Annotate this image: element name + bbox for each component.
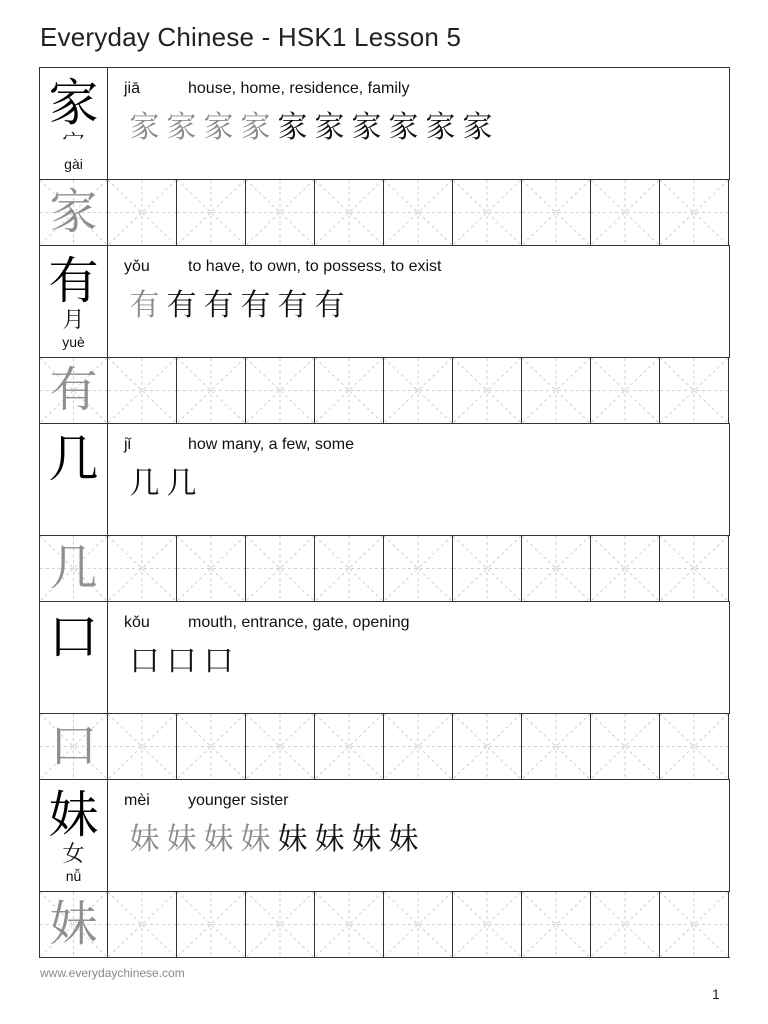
practice-cell[interactable] <box>108 180 177 245</box>
guide-lines-icon <box>591 892 659 957</box>
practice-row <box>40 180 730 246</box>
stroke-step: 家 <box>166 110 197 145</box>
main-character-cell <box>40 246 108 357</box>
character-info-cell <box>108 68 730 179</box>
guide-lines-icon <box>246 536 314 601</box>
main-character: 家 <box>48 74 99 132</box>
stroke-step: 家 <box>129 110 160 145</box>
practice-cell[interactable] <box>522 536 591 601</box>
guide-lines-icon <box>108 536 176 601</box>
guide-lines-icon <box>177 358 245 423</box>
radical-pinyin: gài <box>64 156 83 172</box>
practice-cell[interactable] <box>177 714 246 779</box>
stroke-step: 妹 <box>240 822 271 857</box>
character-info-cell <box>108 246 730 357</box>
radical-pinyin: yuè <box>62 334 85 350</box>
guide-lines-icon <box>108 180 176 245</box>
stroke-step: 妹 <box>388 822 419 857</box>
stroke-step: 妹 <box>166 822 197 857</box>
stroke-step: 有 <box>277 288 308 323</box>
practice-cell[interactable] <box>591 180 660 245</box>
guide-lines-icon <box>177 180 245 245</box>
meaning: younger sister <box>188 792 289 809</box>
practice-cell[interactable] <box>108 892 177 957</box>
stroke-step: 家 <box>314 110 345 145</box>
pinyin: kǒu <box>124 614 150 631</box>
main-character: 妹 <box>48 786 99 844</box>
practice-row <box>40 714 730 780</box>
practice-cell[interactable] <box>246 180 315 245</box>
stroke-step: 几 <box>129 466 160 501</box>
practice-cell[interactable] <box>315 536 384 601</box>
practice-cell[interactable] <box>591 536 660 601</box>
practice-cell[interactable] <box>315 358 384 423</box>
guide-lines-icon <box>522 536 590 601</box>
guide-lines-icon <box>315 358 383 423</box>
stroke-step: 有 <box>129 288 160 323</box>
guide-lines-icon <box>453 714 521 779</box>
character-entry <box>40 246 730 358</box>
practice-cell[interactable] <box>384 180 453 245</box>
practice-cell[interactable] <box>660 892 729 957</box>
stroke-step: 妹 <box>277 822 308 857</box>
main-character-cell <box>40 424 108 535</box>
guide-lines-icon <box>177 714 245 779</box>
guide-lines-icon <box>315 714 383 779</box>
practice-cell[interactable] <box>384 536 453 601</box>
meaning: mouth, entrance, gate, opening <box>188 614 410 631</box>
main-character-cell <box>40 68 108 179</box>
stroke-step: 妹 <box>203 822 234 857</box>
practice-row <box>40 536 730 602</box>
practice-cell[interactable] <box>453 180 522 245</box>
radical-character: 月 <box>62 308 85 333</box>
stroke-step: 口 <box>203 644 234 679</box>
stroke-step: 家 <box>277 110 308 145</box>
guide-lines-icon <box>384 892 452 957</box>
character-entry <box>40 602 730 714</box>
stroke-step: 家 <box>388 110 419 145</box>
stroke-order-sequence <box>126 644 237 680</box>
guide-lines-icon <box>660 536 728 601</box>
stroke-step: 家 <box>462 110 493 145</box>
meaning: how many, a few, some <box>188 436 354 453</box>
main-character: 有 <box>48 252 99 310</box>
stroke-step: 家 <box>240 110 271 145</box>
guide-lines-icon <box>522 180 590 245</box>
main-character-cell <box>40 780 108 891</box>
practice-cell[interactable] <box>315 714 384 779</box>
pinyin: jiā <box>124 80 141 97</box>
trace-character: 有 <box>49 362 98 418</box>
guide-lines-icon <box>660 180 728 245</box>
trace-character: 口 <box>49 718 98 774</box>
practice-cell[interactable] <box>591 358 660 423</box>
stroke-step: 家 <box>203 110 234 145</box>
practice-cell[interactable] <box>177 358 246 423</box>
guide-lines-icon <box>453 892 521 957</box>
main-character: 口 <box>48 608 99 666</box>
practice-row <box>40 358 730 424</box>
trace-cell <box>40 180 108 245</box>
guide-lines-icon <box>384 180 452 245</box>
stroke-step: 有 <box>240 288 271 323</box>
practice-cell[interactable] <box>177 180 246 245</box>
practice-cell[interactable] <box>522 358 591 423</box>
guide-lines-icon <box>108 892 176 957</box>
guide-lines-icon <box>177 536 245 601</box>
practice-cell[interactable] <box>246 892 315 957</box>
practice-cell[interactable] <box>315 180 384 245</box>
character-info-cell <box>108 602 730 713</box>
guide-lines-icon <box>660 358 728 423</box>
guide-lines-icon <box>246 892 314 957</box>
character-entry <box>40 68 730 180</box>
practice-cell[interactable] <box>246 536 315 601</box>
stroke-step: 家 <box>425 110 456 145</box>
practice-cell[interactable] <box>453 892 522 957</box>
main-character: 几 <box>48 430 99 488</box>
stroke-order-sequence <box>126 110 496 146</box>
practice-cell[interactable] <box>453 714 522 779</box>
character-info-cell <box>108 424 730 535</box>
stroke-step: 口 <box>129 644 160 679</box>
practice-cell[interactable] <box>591 892 660 957</box>
practice-cell[interactable] <box>108 714 177 779</box>
guide-lines-icon <box>315 180 383 245</box>
stroke-step: 有 <box>166 288 197 323</box>
stroke-step: 有 <box>203 288 234 323</box>
guide-lines-icon <box>591 358 659 423</box>
radical-character: 宀 <box>62 130 85 155</box>
character-info-cell <box>108 780 730 891</box>
guide-lines-icon <box>522 892 590 957</box>
stroke-step: 妹 <box>314 822 345 857</box>
practice-cell[interactable] <box>660 714 729 779</box>
guide-lines-icon <box>384 714 452 779</box>
trace-cell <box>40 892 108 957</box>
guide-lines-icon <box>246 714 314 779</box>
practice-cell[interactable] <box>177 536 246 601</box>
guide-lines-icon <box>591 536 659 601</box>
practice-cell[interactable] <box>591 714 660 779</box>
footer-url[interactable]: www.everydaychinese.com <box>40 966 185 980</box>
worksheet-grid <box>39 67 730 958</box>
practice-cell[interactable] <box>384 358 453 423</box>
practice-cell[interactable] <box>177 892 246 957</box>
practice-cell[interactable] <box>246 358 315 423</box>
page-title: Everyday Chinese - HSK1 Lesson 5 <box>40 22 462 52</box>
trace-character: 几 <box>49 540 98 596</box>
guide-lines-icon <box>315 536 383 601</box>
guide-lines-icon <box>315 892 383 957</box>
guide-lines-icon <box>522 358 590 423</box>
radical-character: 女 <box>62 842 85 867</box>
guide-lines-icon <box>108 358 176 423</box>
guide-lines-icon <box>453 536 521 601</box>
guide-lines-icon <box>660 714 728 779</box>
practice-cell[interactable] <box>453 536 522 601</box>
stroke-order-sequence <box>126 466 200 502</box>
practice-cell[interactable] <box>522 892 591 957</box>
main-character-cell <box>40 602 108 713</box>
pinyin: jǐ <box>124 436 132 453</box>
guide-lines-icon <box>453 180 521 245</box>
trace-cell <box>40 358 108 423</box>
stroke-order-sequence <box>126 822 422 858</box>
practice-cell[interactable] <box>246 714 315 779</box>
guide-lines-icon <box>108 714 176 779</box>
practice-cell[interactable] <box>660 180 729 245</box>
practice-cell[interactable] <box>108 536 177 601</box>
practice-cell[interactable] <box>453 358 522 423</box>
guide-lines-icon <box>177 892 245 957</box>
practice-cell[interactable] <box>315 892 384 957</box>
practice-cell[interactable] <box>108 358 177 423</box>
page-number: 1 <box>712 986 720 1002</box>
radical-pinyin: nǚ <box>65 868 82 884</box>
guide-lines-icon <box>384 536 452 601</box>
stroke-step: 妹 <box>129 822 160 857</box>
stroke-step: 家 <box>351 110 382 145</box>
meaning: to have, to own, to possess, to exist <box>188 258 442 275</box>
guide-lines-icon <box>246 358 314 423</box>
character-entry <box>40 424 730 536</box>
trace-cell <box>40 714 108 779</box>
character-entry <box>40 780 730 892</box>
guide-lines-icon <box>384 358 452 423</box>
trace-character: 家 <box>49 184 98 240</box>
trace-character: 妹 <box>49 896 98 952</box>
stroke-step: 有 <box>314 288 345 323</box>
meaning: house, home, residence, family <box>188 80 410 97</box>
guide-lines-icon <box>660 892 728 957</box>
practice-cell[interactable] <box>522 180 591 245</box>
pinyin: mèi <box>124 792 150 809</box>
guide-lines-icon <box>522 714 590 779</box>
practice-cell[interactable] <box>660 536 729 601</box>
pinyin: yǒu <box>124 258 150 275</box>
practice-cell[interactable] <box>384 714 453 779</box>
practice-cell[interactable] <box>384 892 453 957</box>
stroke-step: 妹 <box>351 822 382 857</box>
trace-cell <box>40 536 108 601</box>
stroke-step: 几 <box>166 466 197 501</box>
practice-row <box>40 892 730 958</box>
stroke-order-sequence <box>126 288 348 324</box>
guide-lines-icon <box>591 180 659 245</box>
stroke-step: 口 <box>166 644 197 679</box>
practice-cell[interactable] <box>660 358 729 423</box>
guide-lines-icon <box>453 358 521 423</box>
guide-lines-icon <box>591 714 659 779</box>
practice-cell[interactable] <box>522 714 591 779</box>
guide-lines-icon <box>246 180 314 245</box>
